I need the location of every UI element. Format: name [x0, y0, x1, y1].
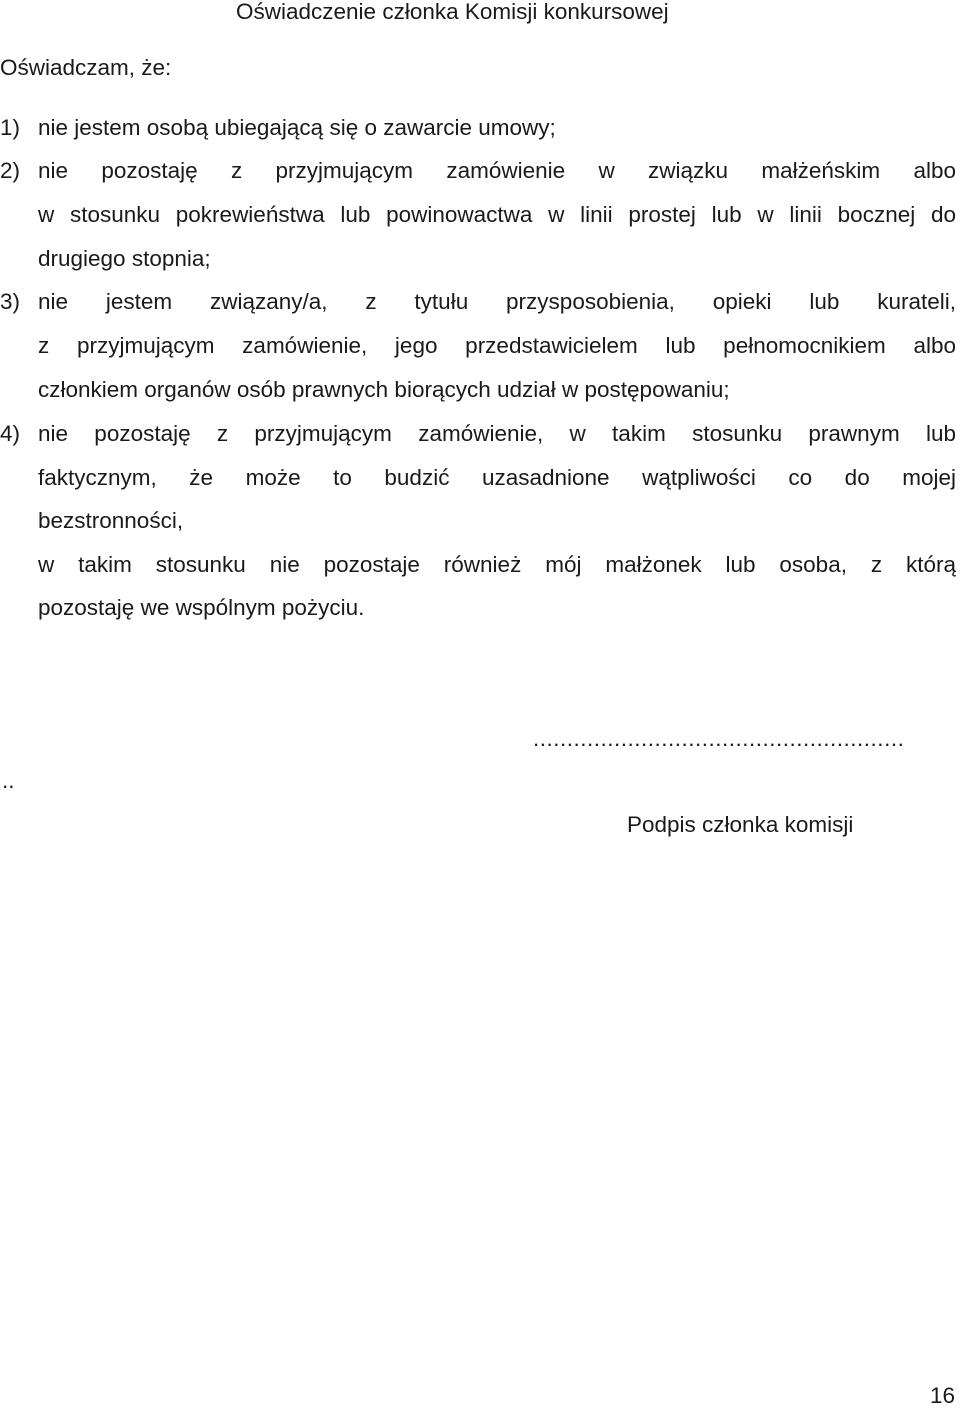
list-item-number: 2) — [0, 158, 21, 183]
signature-caption: Podpis członka komisji — [627, 812, 854, 837]
list-item-line: nie pozostaję z przyjmującym zamówienie, w takim stosunku prawnym lub — [38, 421, 956, 446]
document-title: Oświadczenie członka Komisji konkursowej — [236, 0, 669, 24]
signature-line: ....................................................... — [533, 726, 905, 751]
list-item-number: 3) — [0, 289, 21, 314]
list-item-line: nie jestem osobą ubiegającą się o zawarcie umowy; — [38, 115, 556, 140]
list-item-number: 4) — [0, 421, 21, 446]
closing-line: w takim stosunku nie pozostaje również mój małżonek lub osoba, z którą — [38, 552, 956, 577]
intro-text: Oświadczam, że: — [0, 55, 172, 80]
list-item-line: członkiem organów osób prawnych biorących udział w postępowaniu; — [38, 377, 730, 402]
list-item-line: z przyjmującym zamówienie, jego przedstawicielem lub pełnomocnikiem albo — [38, 333, 956, 358]
list-item-line: drugiego stopnia; — [38, 246, 211, 271]
closing-line: pozostaję we wspólnym pożyciu. — [38, 595, 365, 620]
list-item-line: faktycznym, że może to budzić uzasadnione wątpliwości co do mojej — [38, 465, 956, 490]
date-dots: .. — [2, 768, 15, 793]
list-item-line: bezstronności, — [38, 508, 184, 533]
page-number: 16 — [930, 1383, 956, 1408]
list-item-line: nie jestem związany/a, z tytułu przysposobienia, opieki lub kurateli, — [38, 289, 956, 314]
list-item-line: w stosunku pokrewieństwa lub powinowactwa w linii prostej lub w linii bocznej do — [38, 202, 956, 227]
list-item-number: 1) — [0, 115, 21, 140]
list-item-line: nie pozostaję z przyjmującym zamówienie w związku małżeńskim albo — [38, 158, 956, 183]
